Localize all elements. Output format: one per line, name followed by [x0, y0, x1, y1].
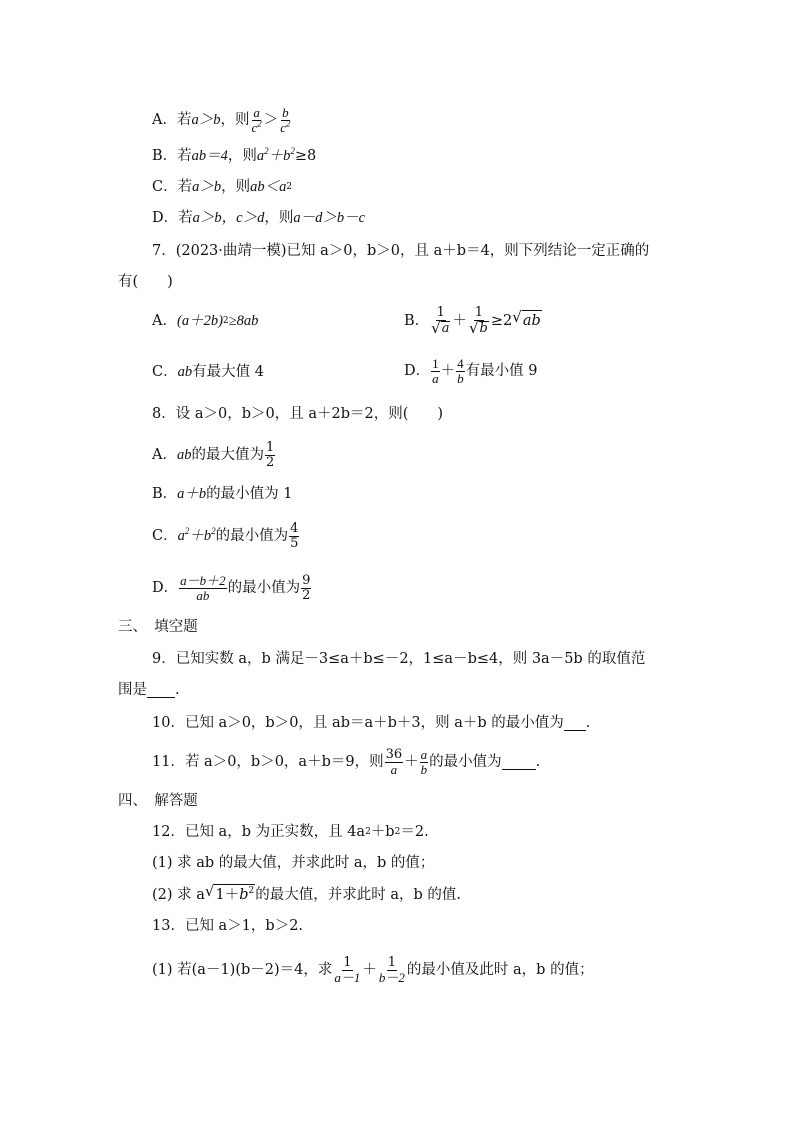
option-label: B． [152, 486, 178, 502]
fraction-1-over-b-minus-2: $\frac{1}{b-2}$ [378, 955, 405, 985]
option-label: C． [152, 528, 178, 545]
variable: ab [177, 364, 193, 380]
fraction-1-over-sqrt-b: 1 √ b [468, 305, 488, 337]
punctuation: . [535, 754, 541, 771]
sqrt-expression: √ $1+b^2$ [204, 882, 255, 903]
conjunction: ，则 [220, 112, 250, 129]
option-label: B． [404, 312, 430, 329]
q12-stem: 12．已知 a，b 为正实数，且 4a 2 ＋b 2 ＝2. [152, 824, 429, 840]
condition: ab＝4 [191, 148, 228, 164]
q11-stem: 11．若 a＞0，b＞0，a＋b＝9，则 $\frac{36}{a}$ ＋ $\frac{a}{b}$ 的最小值为 . [152, 747, 541, 777]
stem-text: 的最大值，并求此时 a，b 的值. [255, 886, 461, 903]
answer-blank[interactable] [147, 683, 175, 698]
fraction-36-over-a: $\frac{36}{a}$ [385, 747, 403, 777]
q12-part-1: (1) 求 ab 的最大值，并求此时 a，b 的值； [152, 855, 435, 871]
statement: 的最小值为 [215, 528, 289, 545]
q6-option-c: C．若 a＞b ，则 ab＜a 2 [152, 179, 293, 195]
q13-part-1: (1) 若(a－1)(b－2)＝4，求 $\frac{1}{a-1}$ ＋ $\frac{1}{b-2}$ 的最小值及此时 a，b 的值； [152, 955, 594, 985]
punctuation: . [585, 715, 591, 731]
answer-blank[interactable] [502, 755, 536, 770]
q8-option-c [152, 522, 300, 550]
numerator: a－b＋2 [180, 573, 226, 588]
condition: a＞b [192, 179, 222, 195]
denominator: ab [196, 587, 210, 603]
conclusion: ab＜a [250, 179, 287, 195]
stem-text: ＋b [370, 824, 395, 840]
operator: ≥2 [490, 312, 513, 329]
option-label: D．若 [152, 210, 193, 226]
fraction-9-over-2: $\frac{9}{2}$ [302, 573, 311, 603]
q7-option-d: D． $\frac{1}{a}$ ＋ $\frac{4}{b}$ 有最小值 9 [404, 356, 538, 386]
conclusion: a－d＞b－c [293, 210, 366, 226]
fraction-a-over-c2: $\frac{a}{c^2}$ [251, 105, 262, 135]
option-label: A． [152, 447, 177, 464]
statement: 有最大值 4 [192, 364, 264, 380]
fraction-1-over-a-minus-1: $\frac{1}{a-1}$ [334, 955, 361, 985]
stem-text: (1) 若(a－1)(b－2)＝4，求 [152, 962, 333, 979]
denominator: c [280, 119, 287, 135]
q12-part-2 [152, 884, 461, 905]
conjunction: ，则 [221, 179, 251, 195]
fraction-4-over-5: $\frac{4}{5}$ [290, 521, 299, 551]
q7-option-c [152, 362, 264, 382]
q7-stem-continued: 有( ) [118, 274, 173, 290]
denominator: c [251, 119, 258, 135]
option-label: B．若 [152, 148, 192, 164]
fraction-b-over-c2: $\frac{b}{c^2}$ [280, 105, 291, 135]
q8-option-d: D． $\frac{a-b+2}{ab}$ 的最小值为 $\frac{9}{2}$ [152, 573, 311, 603]
stem-text: (2) 求 a [152, 886, 205, 903]
condition: a＞b [191, 112, 221, 129]
option-label: C． [152, 364, 178, 380]
stem-text: 的最小值为 [429, 754, 502, 771]
fraction-expression [179, 574, 227, 602]
stem-text: 的最小值及此时 a，b 的值； [406, 962, 594, 979]
fraction-1-over-2: $\frac{1}{2}$ [265, 440, 275, 470]
expression: $a^2+b^2$ [256, 146, 295, 164]
fraction-1-over-sqrt-a: 1 √ a [431, 305, 450, 337]
operator: ＞ [263, 112, 279, 129]
stem-text: 12．已知 a，b 为正实数，且 4a [152, 824, 366, 840]
q8-stem: 8．设 a＞0，b＞0，且 a＋2b＝2，则( ) [152, 406, 444, 422]
fraction-1-over-a: $\frac{1}{a}$ [432, 356, 439, 386]
option-label: A．若 [152, 112, 192, 129]
numerator: b [282, 105, 289, 120]
conclusion: ≥8ab [228, 313, 259, 329]
q8-option-b [152, 484, 293, 504]
section-title-fill-in: 三、 填空题 [118, 619, 198, 635]
numerator: a [253, 105, 260, 120]
answer-blank[interactable] [564, 716, 586, 731]
statement: 的最小值为 [227, 580, 301, 597]
q9-stem-continued [118, 680, 180, 700]
q7-stem: 7．(2023·曲靖一模)已知 a＞0，b＞0，且 a＋b＝4，则下列结论一定正确的 [152, 243, 650, 259]
sqrt-ab: √ ab [512, 308, 541, 330]
stem-text: ＝2. [400, 824, 429, 840]
punctuation: . [175, 682, 180, 698]
q10-stem [152, 713, 590, 733]
expression: (a＋2b) [176, 313, 223, 329]
q6-option-b [152, 146, 316, 166]
statement: 的最小值为 1 [206, 486, 293, 502]
expression: $a^2+b^2$ [177, 526, 216, 545]
fraction-4-over-b: $\frac{4}{b}$ [457, 356, 464, 386]
q9-stem: 9．已知实数 a，b 满足－3≤a＋b≤－2，1≤a－b≤4，则 3a－5b 的取值范 [152, 651, 646, 667]
stem-text: 10．已知 a＞0，b＞0，且 ab＝a＋b＋3，则 a＋b 的最小值为 [152, 715, 564, 731]
q6-option-d [152, 208, 365, 228]
conclusion: ≥8 [294, 148, 317, 164]
condition: a＞b，c＞d [192, 210, 265, 226]
q13-stem: 13．已知 a＞1，b＞2. [152, 918, 304, 934]
statement: 的最大值为 [191, 447, 264, 464]
stem-text: 围是 [118, 682, 147, 698]
variable: a＋b [177, 486, 207, 502]
q7-option-b: B． 1 √ a ＋ 1 √ b ≥2 √ ab [404, 305, 541, 337]
option-label: C．若 [152, 179, 193, 195]
q8-option-a [152, 441, 276, 469]
variable: ab [176, 447, 192, 464]
option-label: D． [404, 363, 431, 380]
section-title-answer: 四、 解答题 [118, 793, 198, 809]
statement: 有最小值 9 [465, 363, 538, 380]
option-label: A． [152, 313, 177, 329]
conjunction: ，则 [264, 210, 294, 226]
conjunction: ，则 [227, 148, 257, 164]
q7-option-a: A． (a＋2b) 2 ≥8ab [152, 313, 259, 329]
fraction-a-over-b: $\frac{a}{b}$ [420, 747, 428, 777]
q6-option-a [152, 106, 293, 134]
stem-text: 11．若 a＞0，b＞0，a＋b＝9，则 [152, 754, 384, 771]
